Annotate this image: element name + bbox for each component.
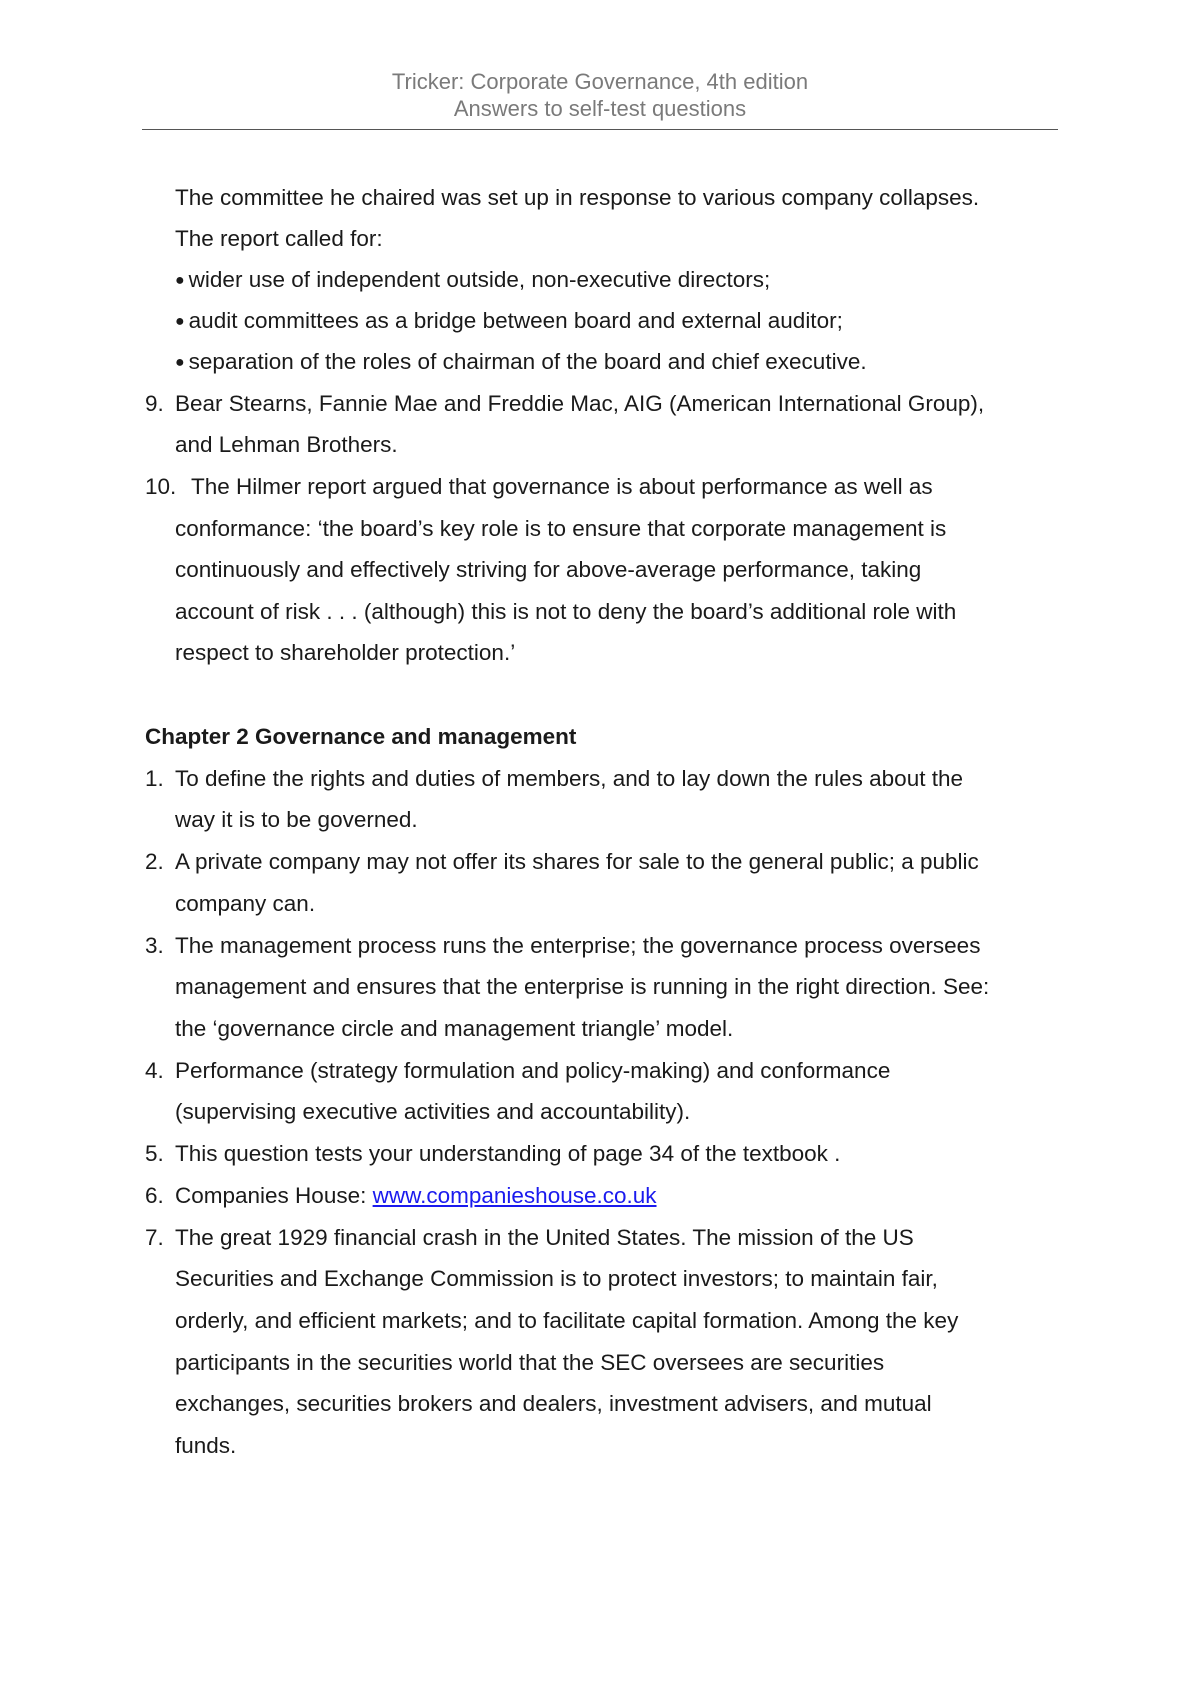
ch2-answer-5-line-1: This question tests your understanding of page 34 of the textbook .: [175, 1141, 841, 1166]
answer-number: 10.: [145, 474, 177, 499]
continued-line-2: The report called for:: [175, 226, 383, 251]
bullet-icon: ●: [175, 354, 185, 371]
answer-10-line-1: The Hilmer report argued that governance is about performance as well as: [191, 474, 933, 499]
ch2-answer-4-line-1: Performance (strategy formulation and policy-making) and conformance: [175, 1058, 891, 1083]
header-title: Tricker: Corporate Governance, 4th edition: [391, 69, 809, 94]
ch2-answer-7-line-4: participants in the securities world that the SEC oversees are securities: [175, 1350, 885, 1375]
ch2-answer-1-line-2: way it is to be governed.: [175, 807, 418, 832]
answer-number: 9.: [145, 391, 164, 416]
answer-number: 3.: [145, 933, 164, 958]
bullet-item: [175, 348, 867, 379]
header-divider: [142, 129, 1058, 130]
bullet-icon: ●: [175, 272, 185, 289]
ch2-answer-4-line-2: (supervising executive activities and accountability).: [175, 1099, 691, 1124]
answer-number: 2.: [145, 849, 164, 874]
bullet-icon: ●: [175, 313, 185, 330]
ch2-answer-7-line-2: Securities and Exchange Commission is to protect investors; to maintain fair,: [175, 1266, 938, 1291]
ch2-answer-2-line-1: A private company may not offer its shares for sale to the general public; a public: [175, 849, 979, 874]
chapter-heading: Chapter 2 Governance and management: [145, 724, 577, 749]
answer-number: 4.: [145, 1058, 164, 1083]
ch2-answer-6-line-1: [175, 1182, 657, 1210]
bullet-item: [175, 266, 770, 297]
answer-number: 7.: [145, 1225, 164, 1250]
answer-10-line-4: account of risk . . . (although) this is not to deny the board’s additional role with: [175, 599, 957, 624]
continued-line-1: The committee he chaired was set up in response to various company collapses.: [175, 185, 980, 210]
ch2-answer-7-line-6: funds.: [175, 1433, 237, 1458]
answer-number: 1.: [145, 766, 164, 791]
bullet-text: wider use of independent outside, non-executive directors;: [188, 267, 771, 292]
ch2-answer-2-line-2: company can.: [175, 891, 316, 916]
answer-number: 6.: [145, 1183, 164, 1208]
companies-house-link[interactable]: www.companieshouse.co.uk: [372, 1183, 657, 1208]
ch2-answer-3-line-3: the ‘governance circle and management triangle’ model.: [175, 1016, 734, 1041]
answer-10-line-3: continuously and effectively striving for above-average performance, taking: [175, 557, 922, 582]
answer-9-line-2: and Lehman Brothers.: [175, 432, 398, 457]
ch2-answer-3-line-2: management and ensures that the enterprise is running in the right direction. See:: [175, 974, 990, 999]
ch2-answer-1-line-1: To define the rights and duties of members, and to lay down the rules about the: [175, 766, 963, 791]
answer-10-line-2: conformance: ‘the board’s key role is to ensure that corporate management is: [175, 516, 947, 541]
ch2-answer-7-line-5: exchanges, securities brokers and dealers, investment advisers, and mutual: [175, 1391, 932, 1416]
companies-house-label: Companies House:: [175, 1183, 373, 1208]
page-header: [142, 68, 1058, 122]
ch2-answer-3-line-1: The management process runs the enterprise; the governance process oversees: [175, 933, 981, 958]
ch2-answer-7-line-1: The great 1929 financial crash in the United States. The mission of the US: [175, 1225, 914, 1250]
answer-10-line-5: respect to shareholder protection.’: [175, 640, 516, 665]
answer-number: 5.: [145, 1141, 164, 1166]
answer-9-line-1: Bear Stearns, Fannie Mae and Freddie Mac, AIG (American International Group),: [175, 391, 985, 416]
header-subtitle: Answers to self-test questions: [453, 96, 747, 121]
bullet-item: [175, 307, 843, 338]
ch2-answer-7-line-3: orderly, and efficient markets; and to facilitate capital formation. Among the key: [175, 1308, 959, 1333]
bullet-text: audit committees as a bridge between board and external auditor;: [188, 308, 843, 333]
bullet-text: separation of the roles of chairman of the board and chief executive.: [188, 349, 867, 374]
